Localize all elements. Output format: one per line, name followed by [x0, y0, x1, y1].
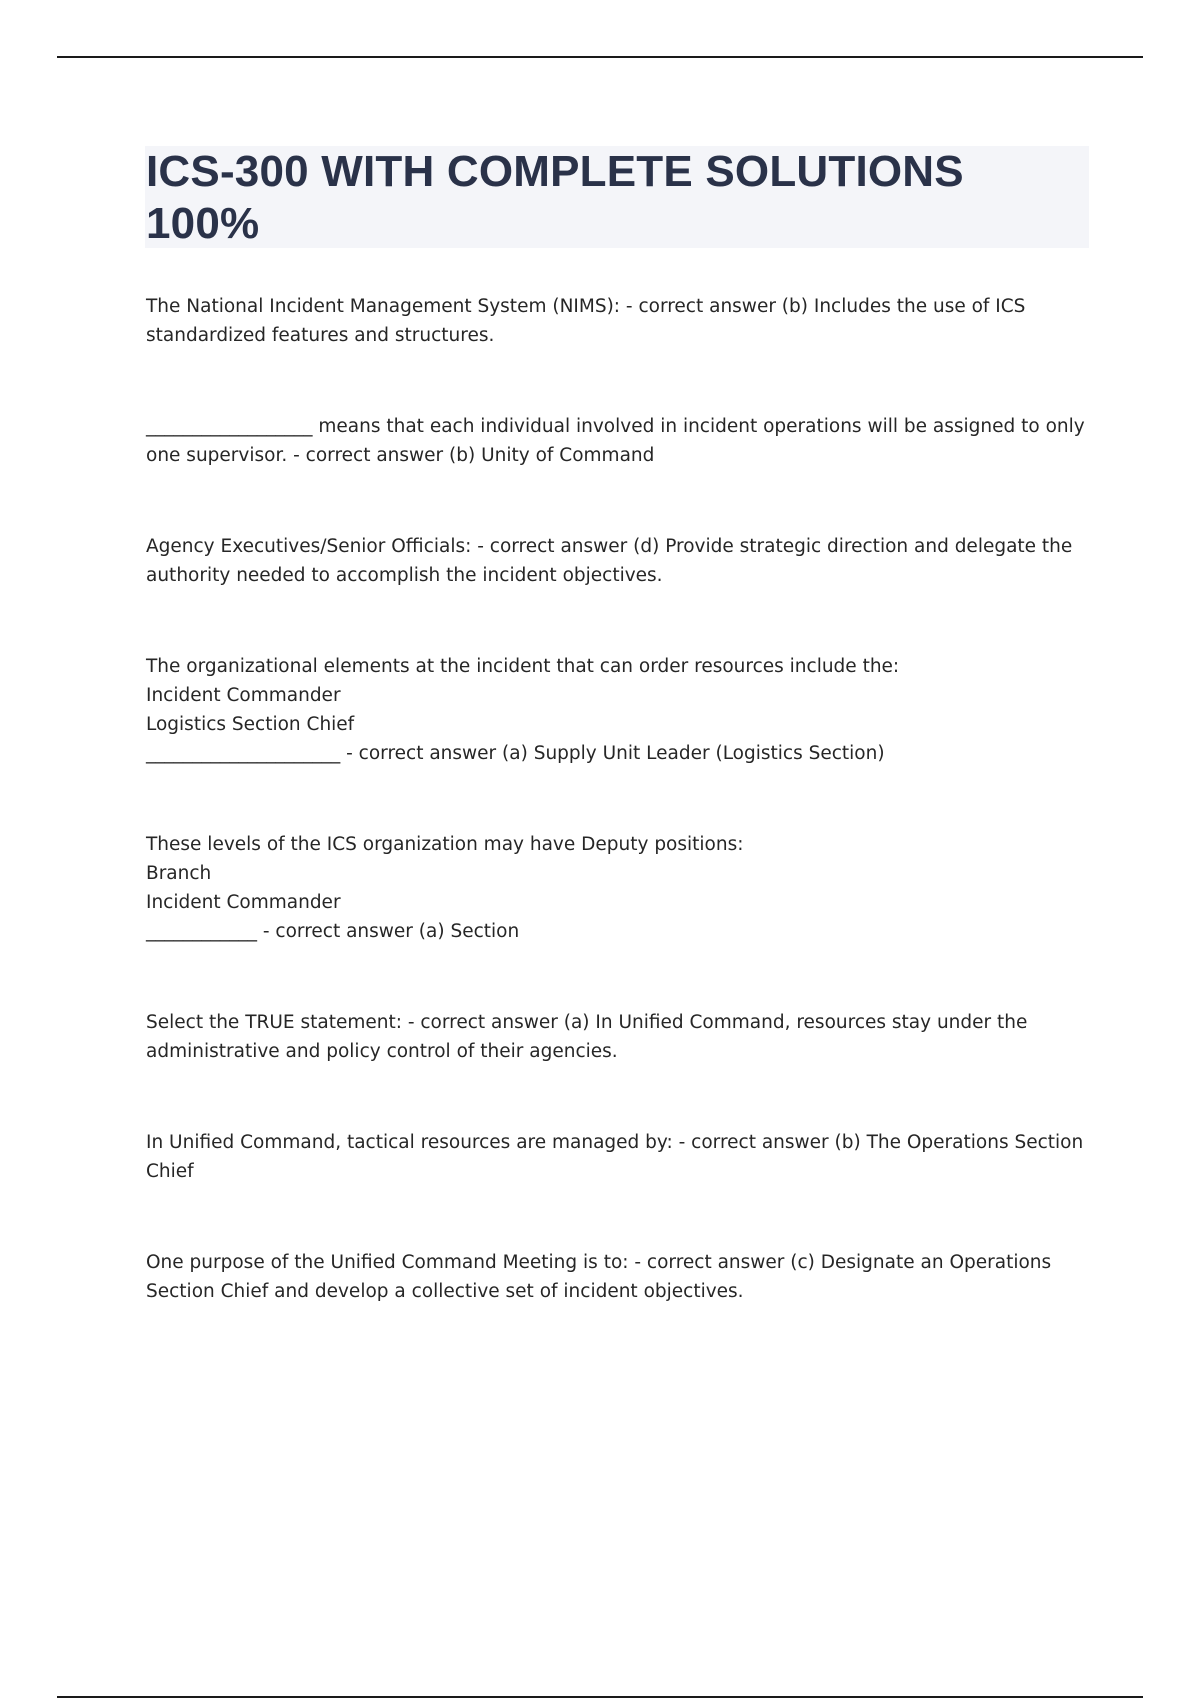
qa-text: __________________ means that each individual involved in incident operations will be assigned to only one supervisor. - correct answer (b) Unity of Command — [146, 416, 1085, 466]
qa-item-2 — [146, 412, 1086, 470]
qa-option: Incident Commander — [146, 685, 341, 706]
qa-item-4 — [146, 652, 1086, 768]
qa-text: The National Incident Management System (NIMS): - correct answer (b) Includes the use of ICS standardized features and structures. — [146, 296, 1026, 346]
qa-item-6 — [146, 1008, 1086, 1066]
qa-option: Branch — [146, 863, 212, 884]
bottom-rule — [57, 1696, 1143, 1698]
top-rule — [57, 56, 1143, 58]
qa-item-8 — [146, 1248, 1086, 1306]
qa-text: In Unified Command, tactical resources are managed by: - correct answer (b) The Operations Section Chief — [146, 1132, 1084, 1182]
qa-answer-line: _____________________ - correct answer (a) Supply Unit Leader (Logistics Section) — [146, 743, 885, 764]
qa-item-1 — [146, 292, 1086, 350]
question-list — [146, 292, 1086, 1306]
qa-item-7 — [146, 1128, 1086, 1186]
qa-option: Logistics Section Chief — [146, 714, 355, 735]
qa-intro: These levels of the ICS organization may have Deputy positions: — [146, 834, 744, 855]
qa-item-5 — [146, 830, 1086, 946]
qa-text: Select the TRUE statement: - correct answer (a) In Unified Command, resources stay under the administrative and policy control of their agencies. — [146, 1012, 1028, 1062]
title-banner — [145, 146, 1089, 248]
qa-text: One purpose of the Unified Command Meeting is to: - correct answer (c) Designate an Operations Section Chief and develop a collective set of incident objectives. — [146, 1252, 1052, 1302]
qa-answer-line: ____________ - correct answer (a) Section — [146, 921, 520, 942]
qa-option: Incident Commander — [146, 892, 341, 913]
qa-item-3 — [146, 532, 1086, 590]
qa-text: Agency Executives/Senior Officials: - correct answer (d) Provide strategic direction and delegate the authority needed to accomplish the incident objectives. — [146, 536, 1073, 586]
page-title: ICS-300 WITH COMPLETE SOLUTIONS 100% — [146, 147, 964, 248]
qa-intro: The organizational elements at the incident that can order resources include the: — [146, 656, 900, 677]
